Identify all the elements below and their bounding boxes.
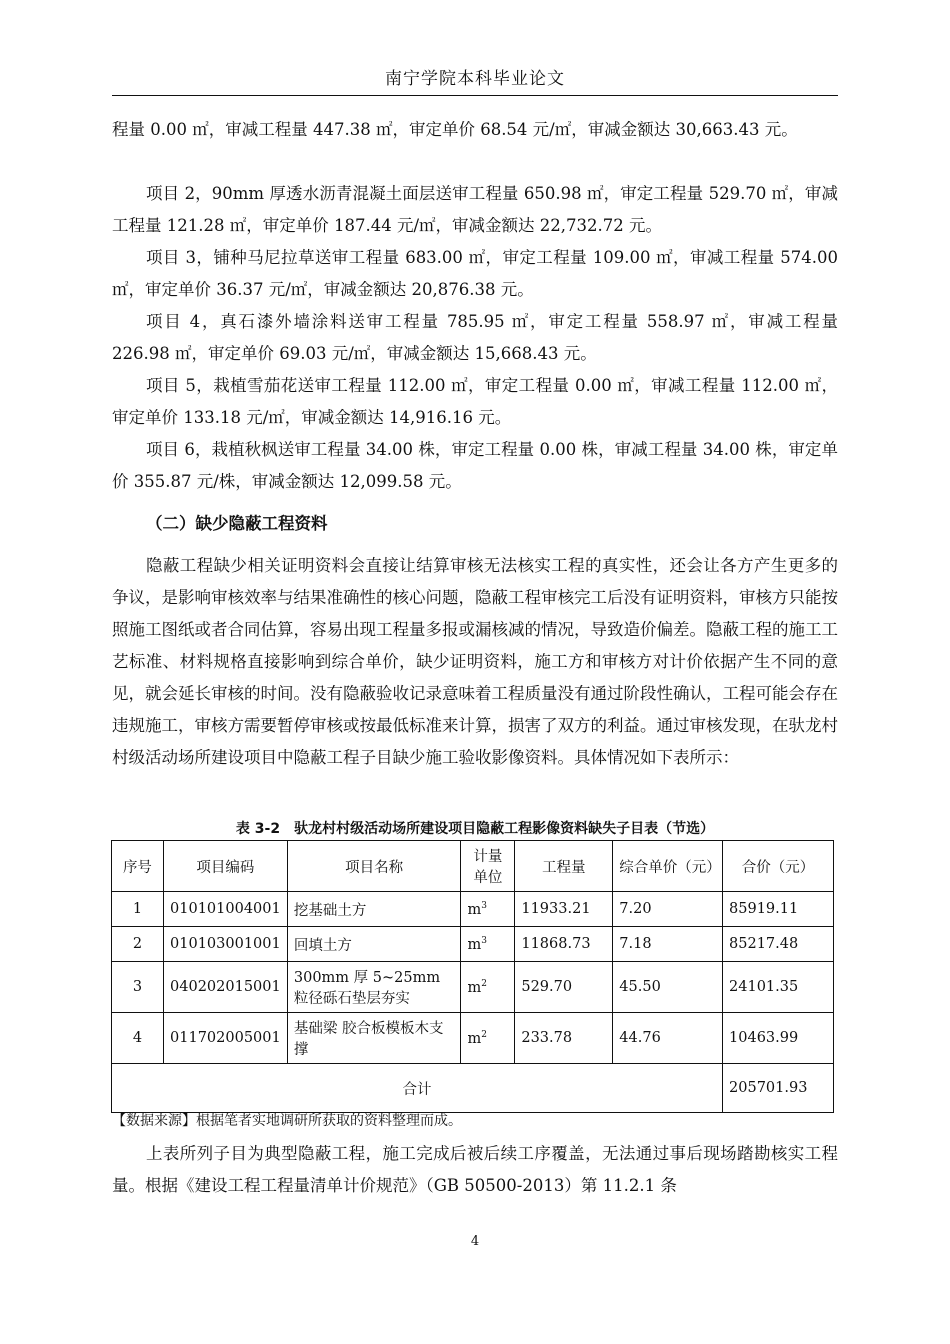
- cell-price: 7.20: [613, 892, 723, 927]
- paragraph-continuation: 程量 0.00 ㎡，审减工程量 447.38 ㎡，审定单价 68.54 元/㎡，审减金额达 30,663.43 元。: [112, 120, 798, 139]
- paragraph-item-3: 项目 3，铺种马尼拉草送审工程量 683.00 ㎡，审定工程量 109.00 ㎡，审减工程量 574.00 ㎡，审定单价 36.37 元/㎡，审减金额达 20,876.38 元。: [112, 248, 838, 299]
- cell-code: 011702005001: [163, 1013, 287, 1064]
- unit-base: m: [467, 979, 482, 996]
- unit-base: m: [467, 936, 482, 953]
- header-cell: 序号: [112, 841, 164, 892]
- source-note: 【数据来源】根据笔者实地调研所获取的资料整理而成。: [112, 1113, 462, 1129]
- running-header: 南宁学院本科毕业论文: [385, 69, 565, 89]
- unit-exponent: 3: [481, 900, 487, 911]
- cell-name: 基础梁 胶合板模板木支撑: [287, 1013, 461, 1064]
- header-cell: 项目名称: [287, 841, 461, 892]
- unit-base: m: [467, 901, 482, 918]
- unit-exponent: 2: [481, 978, 487, 989]
- unit-base: m: [467, 1030, 482, 1047]
- total-value: 205701.93: [723, 1064, 834, 1113]
- header-cell: 工程量: [515, 841, 613, 892]
- cell-total: 10463.99: [723, 1013, 834, 1064]
- table-total-row: [112, 1064, 834, 1113]
- paragraph-item-6: 项目 6，栽植秋枫送审工程量 34.00 株，审定工程量 0.00 株，审减工程量 34.00 株，审定单价 355.87 元/株，审减金额达 12,099.58 元。: [112, 440, 838, 491]
- cell-unit: [461, 1013, 515, 1064]
- cell-unit: [461, 927, 515, 962]
- table-row: [112, 1013, 834, 1064]
- table-header-row: [112, 841, 834, 892]
- cell-unit: [461, 892, 515, 927]
- total-label: 合计: [112, 1064, 723, 1113]
- cell-price: 45.50: [613, 962, 723, 1013]
- paragraph-item-2: 项目 2，90mm 厚透水沥青混凝土面层送审工程量 650.98 ㎡，审定工程量 529.70 ㎡，审减工程量 121.28 ㎡，审定单价 187.44 元/㎡，审减金额达 22,732.72 元。: [112, 184, 838, 235]
- closing-paragraph: 上表所列子目为典型隐蔽工程，施工完成后被后续工序覆盖，无法通过事后现场踏勘核实工程量。根据《建设工程工程量清单计价规范》（GB 50500-2013）第 11.2.1 条: [112, 1144, 838, 1195]
- cell-name: 300mm 厚 5~25mm 粒径砾石垫层夯实: [287, 962, 461, 1013]
- table-caption: 表 3-2 驮龙村村级活动场所建设项目隐蔽工程影像资料缺失子目表（节选）: [235, 821, 715, 837]
- cell-code: 040202015001: [163, 962, 287, 1013]
- cell-unit: [461, 962, 515, 1013]
- cell-price: 7.18: [613, 927, 723, 962]
- header-cell: 合价（元）: [723, 841, 834, 892]
- cell-name: 回填土方: [287, 927, 461, 962]
- cell-code: 010103001001: [163, 927, 287, 962]
- cell-qty: 11868.73: [515, 927, 613, 962]
- cell-total: 85217.48: [723, 927, 834, 962]
- unit-exponent: 3: [481, 935, 487, 946]
- paragraph-item-5: 项目 5，栽植雪茄花送审工程量 112.00 ㎡，审定工程量 0.00 ㎡，审减工程量 112.00 ㎡，审定单价 133.18 元/㎡，审减金额达 14,916.16 元。: [112, 376, 838, 427]
- body-paragraph: 隐蔽工程缺少相关证明资料会直接让结算审核无法核实工程的真实性，还会让各方产生更多的争议，是影响审核效率与结果准确性的核心问题，隐蔽工程审核完工后没有证明资料，审核方只能按照施工图纸或者合同估算，容易出现工程量多报或漏核减的情况，导致造价偏差。隐蔽工程的施工工艺标准、材料规格直接影响到综合单价，缺少证明资料，施工方和审核方对计价依据产生不同的意见，就会延长审核的时间。没有隐蔽验收记录意味着工程质量没有通过阶段性确认，工程可能会存在违规施工，审核方需要暂停审核或按最低标准来计算，损害了双方的利益。通过审核发现，在驮龙村村级活动场所建设项目中隐蔽工程子目缺少施工验收影像资料。具体情况如下表所示：: [112, 556, 838, 767]
- cell-total: 24101.35: [723, 962, 834, 1013]
- cell-qty: 529.70: [515, 962, 613, 1013]
- cell-qty: 233.78: [515, 1013, 613, 1064]
- cell-no: 1: [112, 892, 164, 927]
- table-row: [112, 892, 834, 927]
- cell-price: 44.76: [613, 1013, 723, 1064]
- table-row: [112, 927, 834, 962]
- header-cell: 综合单价（元）: [613, 841, 723, 892]
- data-table: [111, 840, 834, 1113]
- cell-no: 2: [112, 927, 164, 962]
- cell-total: 85919.11: [723, 892, 834, 927]
- header-cell: 计量单位: [461, 841, 515, 892]
- cell-no: 4: [112, 1013, 164, 1064]
- section-heading: （二）缺少隐蔽工程资料: [146, 514, 328, 533]
- cell-name: 挖基础土方: [287, 892, 461, 927]
- cell-code: 010101004001: [163, 892, 287, 927]
- unit-exponent: 2: [481, 1029, 487, 1040]
- paragraph-item-4: 项目 4，真石漆外墙涂料送审工程量 785.95 ㎡，审定工程量 558.97 ㎡，审减工程量 226.98 ㎡，审定单价 69.03 元/㎡，审减金额达 15,668.43 元。: [112, 312, 838, 363]
- header-cell: 项目编码: [163, 841, 287, 892]
- table-row: [112, 962, 834, 1013]
- cell-qty: 11933.21: [515, 892, 613, 927]
- cell-no: 3: [112, 962, 164, 1013]
- page-number: 4: [470, 1234, 480, 1249]
- header-rule: [112, 95, 838, 96]
